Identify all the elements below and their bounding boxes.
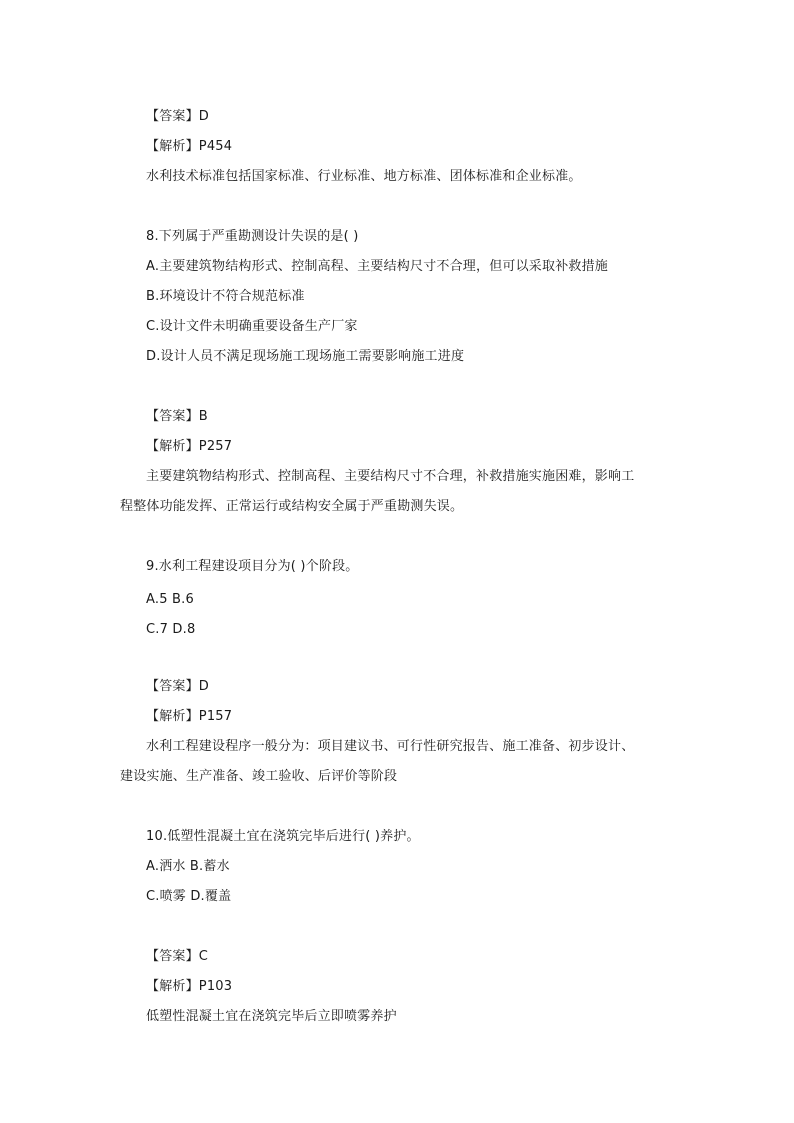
analysis-label: 【解析】P157	[146, 709, 233, 724]
analysis-label: 【解析】P103	[146, 979, 233, 994]
question-8: 8.下列属于严重勘测设计失误的是( )	[146, 229, 359, 244]
analysis-text-line-2: 程整体功能发挥、正常运行或结构安全属于严重勘测失误。	[120, 499, 464, 514]
option-d: D.设计人员不满足现场施工现场施工需要影响施工进度	[146, 349, 465, 364]
option-b: B.环境设计不符合规范标准	[146, 289, 305, 304]
option-cd: C.7 D.8	[146, 622, 196, 637]
answer-label: 【答案】B	[146, 409, 208, 424]
option-ab: A.5 B.6	[146, 592, 194, 607]
analysis-text-line-2: 建设实施、生产准备、竣工验收、后评价等阶段	[120, 769, 398, 784]
question-9: 9.水利工程建设项目分为( )个阶段。	[146, 559, 359, 574]
answer-label: 【答案】C	[146, 949, 209, 964]
answer-label: 【答案】D	[146, 679, 210, 694]
analysis-label: 【解析】P454	[146, 139, 233, 154]
analysis-text-line-1: 主要建筑物结构形式、控制高程、主要结构尺寸不合理，补救措施实施困难，影响工	[146, 469, 635, 484]
option-ab: A.洒水 B.蓄水	[146, 859, 230, 874]
option-a: A.主要建筑物结构形式、控制高程、主要结构尺寸不合理，但可以采取补救措施	[146, 259, 608, 274]
analysis-label: 【解析】P257	[146, 439, 233, 454]
answer-label: 【答案】D	[146, 109, 210, 124]
analysis-text: 低塑性混凝土宜在浇筑完毕后立即喷雾养护	[146, 1009, 397, 1024]
option-c: C.设计文件未明确重要设备生产厂家	[146, 319, 358, 334]
option-cd: C.喷雾 D.覆盖	[146, 889, 232, 904]
analysis-text-line-1: 水利工程建设程序一般分为：项目建议书、可行性研究报告、施工准备、初步设计、	[146, 739, 635, 754]
analysis-text: 水利技术标准包括国家标准、行业标准、地方标准、团体标准和企业标准。	[146, 169, 582, 184]
question-10: 10.低塑性混凝土宜在浇筑完毕后进行( )养护。	[146, 829, 420, 844]
